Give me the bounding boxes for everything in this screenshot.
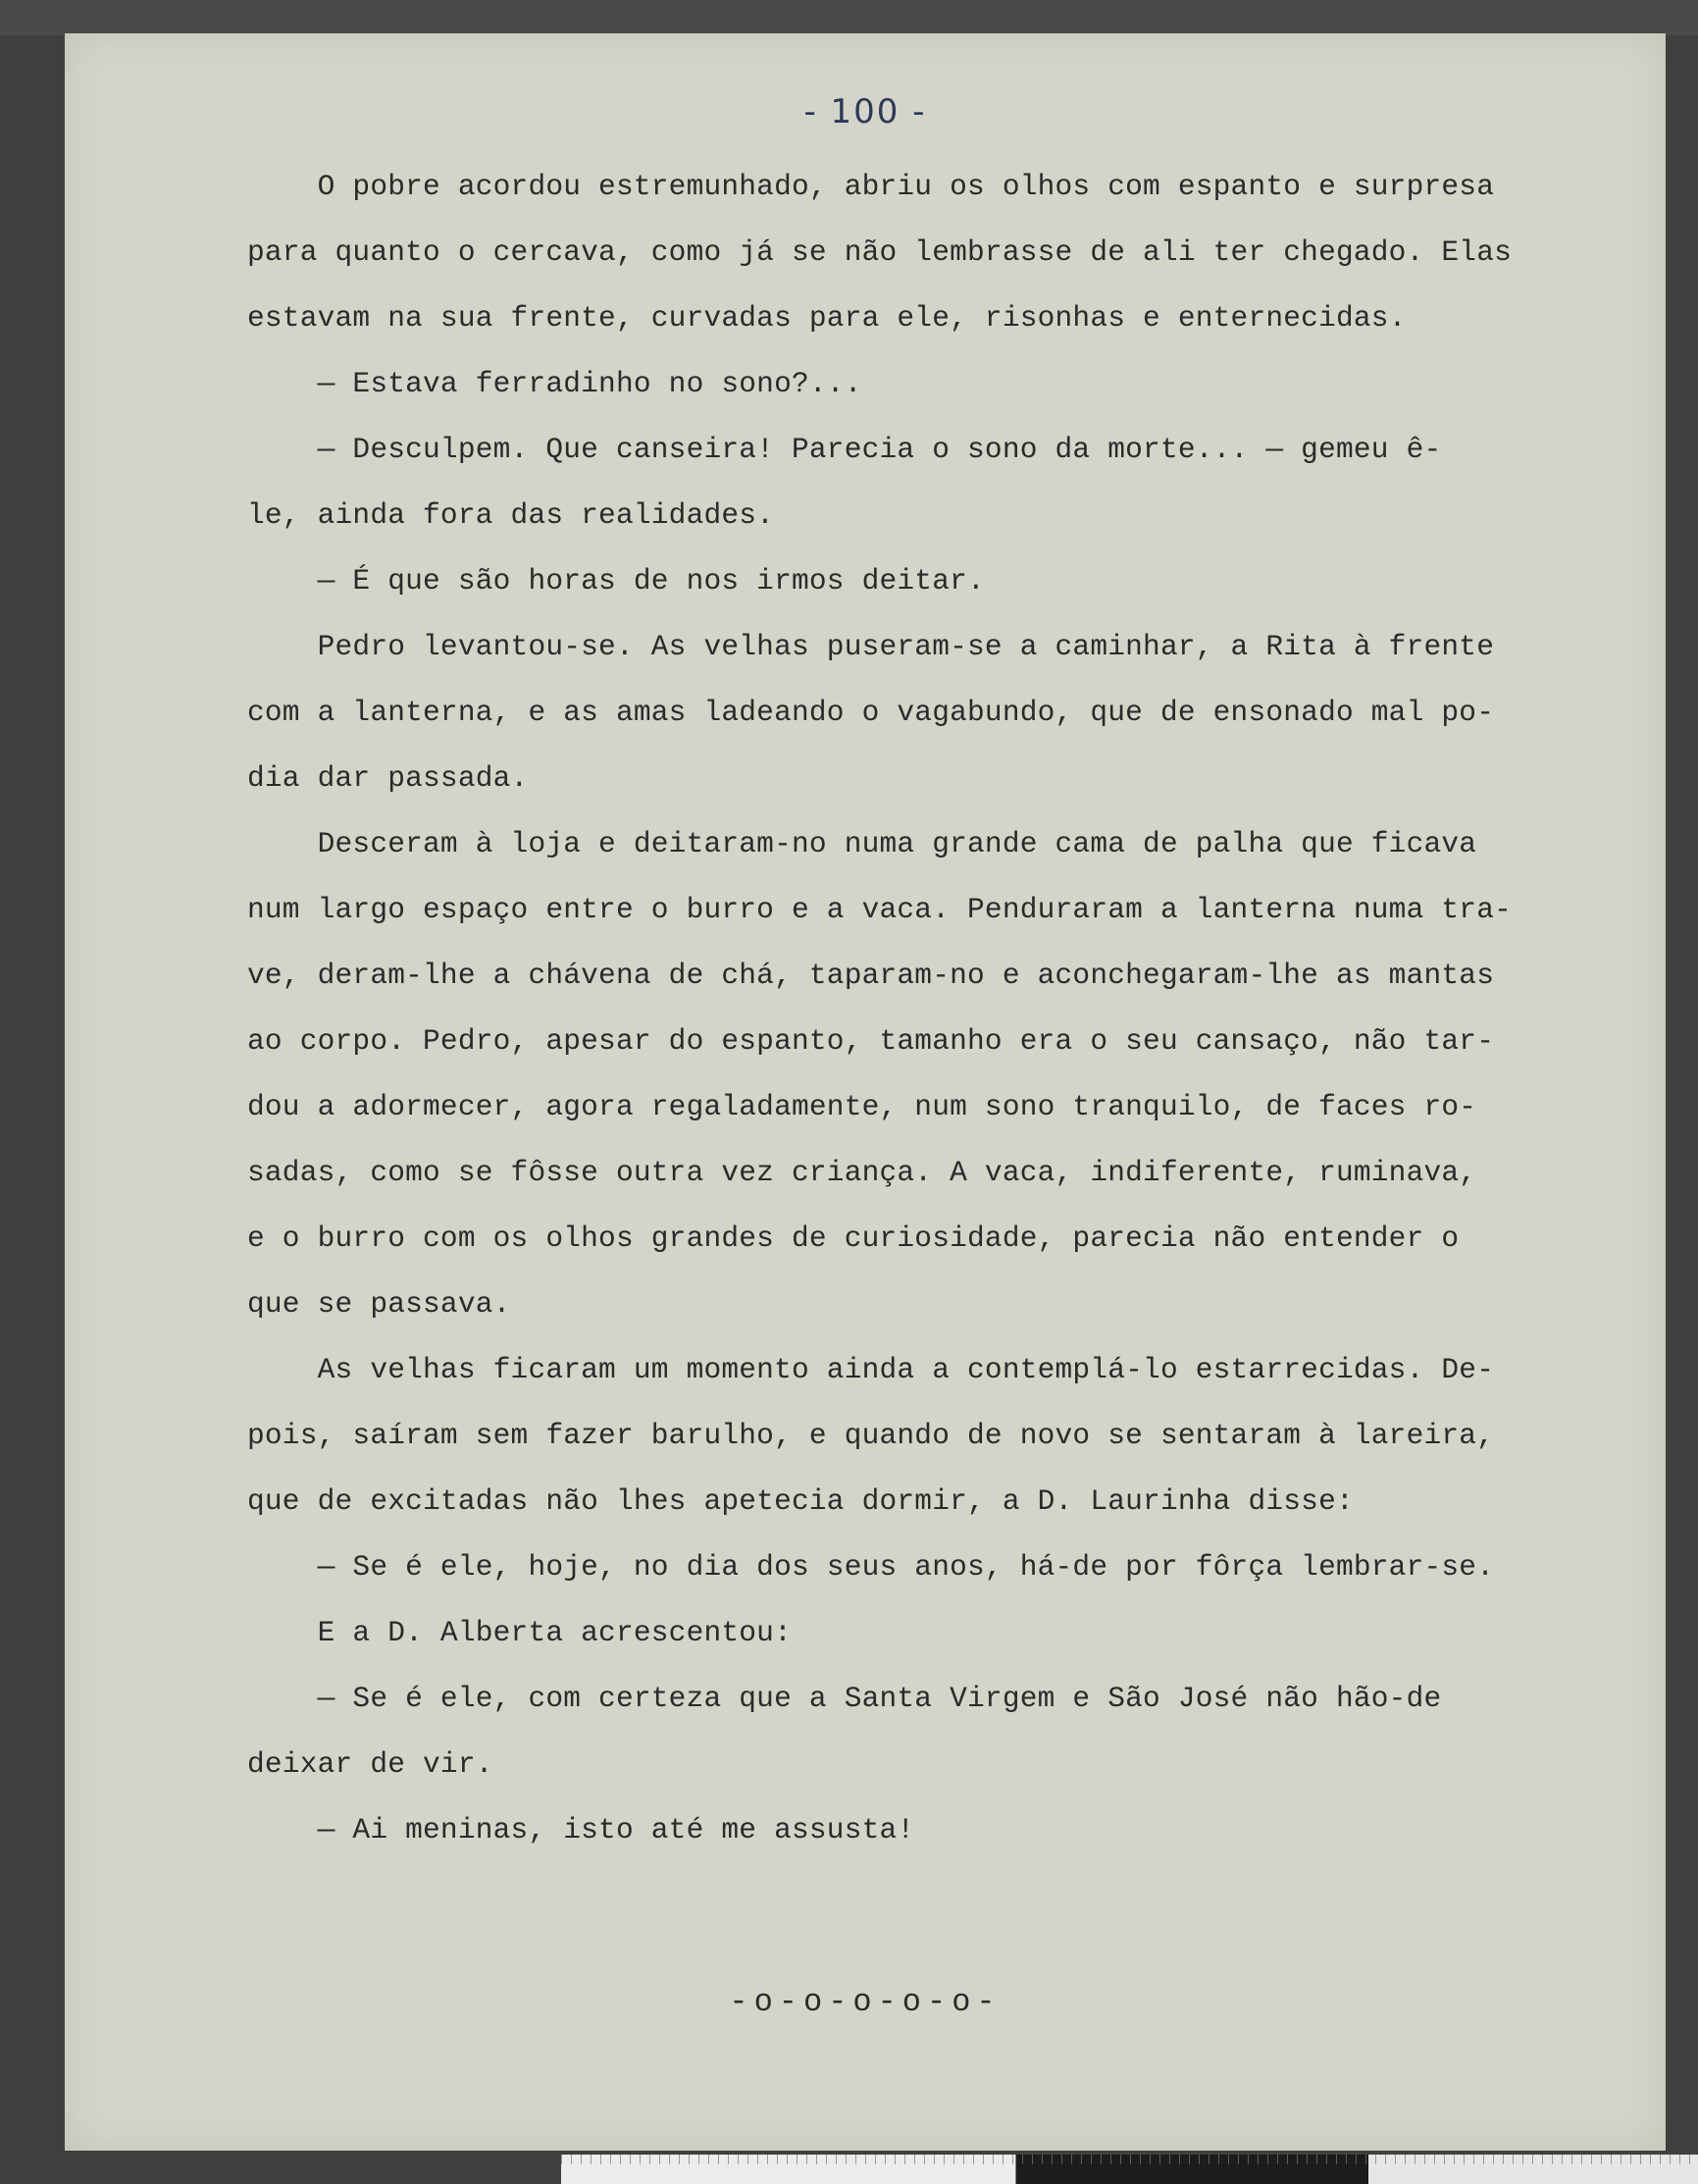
section-separator: -o-o-o-o-o- [729,1984,1002,2020]
scan-ruler-ticks [561,2155,1698,2164]
text-line: — Estava ferradinho no sono?... [247,367,862,400]
text-line: que se passava. [247,1287,511,1321]
text-line: As velhas ficaram um momento ainda a contemplá-lo estarrecidas. De- [247,1353,1495,1386]
text-line: le, ainda fora das realidades. [247,498,775,532]
text-line: para quanto o cercava, como já se não lembrasse de ali ter chegado. Elas [247,235,1513,269]
text-line: estavam na sua frente, curvadas para ele, risonhas e enternecidas. [247,301,1407,335]
text-line: dia dar passada. [247,761,529,795]
text-line: sadas, como se fôsse outra vez criança. A vaca, indiferente, ruminava, [247,1156,1477,1189]
scan-background [0,0,1698,35]
body-text [247,154,1640,1863]
text-line: — É que são horas de nos irmos deitar. [247,564,985,598]
typewritten-page [65,33,1666,2151]
text-line: que de excitadas não lhes apetecia dormir, a D. Laurinha disse: [247,1484,1354,1518]
text-line: — Se é ele, com certeza que a Santa Virgem e São José não hão-de [247,1682,1442,1715]
text-line: — Desculpem. Que canseira! Parecia o sono da morte... — gemeu ê- [247,433,1442,466]
text-line: — Ai meninas, isto até me assusta! [247,1813,915,1846]
text-line: pois, saíram sem fazer barulho, e quando de novo se sentaram à lareira, [247,1419,1495,1452]
text-line: ao corpo. Pedro, apesar do espanto, tamanho era o seu cansaço, não tar- [247,1024,1495,1058]
text-line: dou a adormecer, agora regaladamente, num sono tranquilo, de faces ro- [247,1090,1477,1123]
text-line: — Se é ele, hoje, no dia dos seus anos, há-de por fôrça lembrar-se. [247,1550,1495,1584]
text-line: com a lanterna, e as amas ladeando o vagabundo, que de ensonado mal po- [247,696,1495,729]
page-number: - 100 - [803,92,927,131]
text-line: Pedro levantou-se. As velhas puseram-se a caminhar, a Rita à frente [247,630,1495,663]
text-line: deixar de vir. [247,1747,493,1781]
text-line: O pobre acordou estremunhado, abriu os olhos com espanto e surpresa [247,170,1495,203]
text-line: Desceram à loja e deitaram-no numa grande cama de palha que ficava [247,827,1477,860]
text-line: e o burro com os olhos grandes de curiosidade, parecia não entender o [247,1222,1460,1255]
text-line: num largo espaço entre o burro e a vaca. Penduraram a lanterna numa tra- [247,893,1513,926]
text-line: ve, deram-lhe a chávena de chá, taparam-no e aconchegaram-lhe as mantas [247,959,1495,992]
text-line: E a D. Alberta acrescentou: [247,1616,792,1649]
